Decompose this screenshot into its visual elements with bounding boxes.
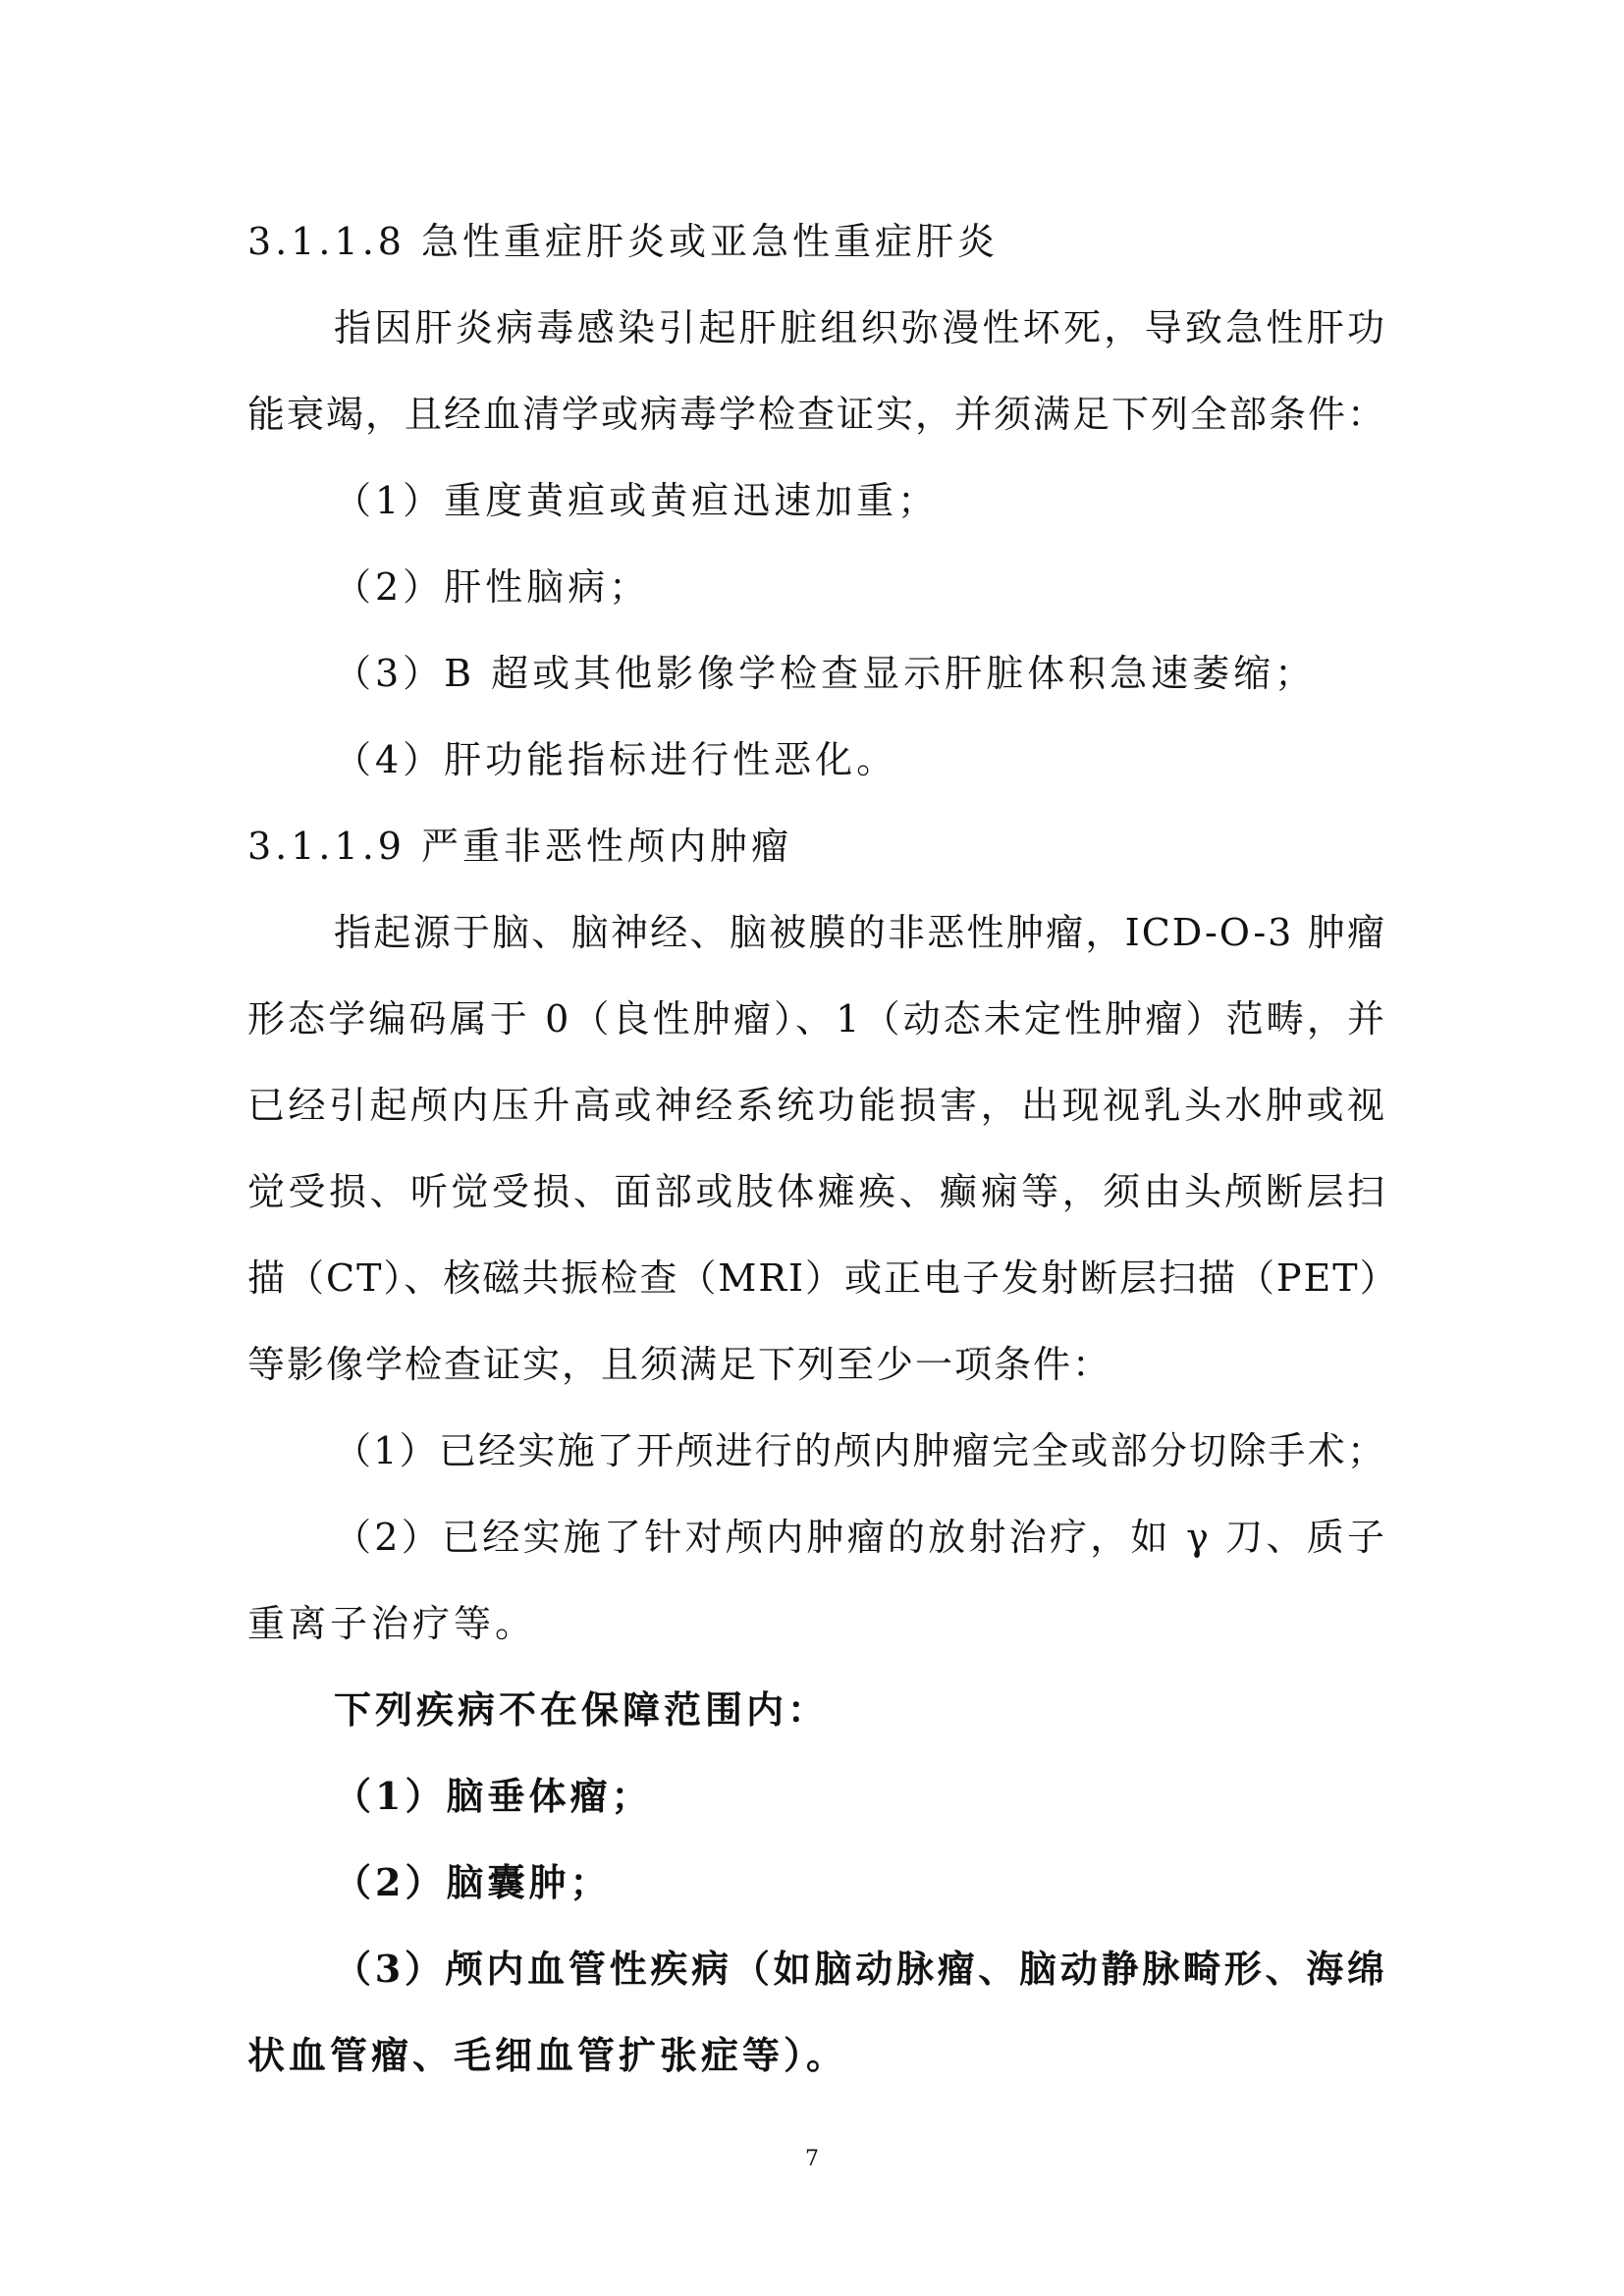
condition-item: （1）重度黄疸或黄疸迅速加重； [334, 479, 940, 522]
condition-item: （4）肝功能指标进行性恶化。 [334, 738, 898, 781]
condition-item: （1）已经实施了开颅进行的颅内肿瘤完全或部分切除手术； [334, 1429, 1386, 1472]
paragraph-line: 描（CT）、核磁共振检查（MRI）或正电子发射断层扫描（PET） [247, 1256, 1399, 1300]
condition-item: （2）肝性脑病； [334, 565, 651, 609]
paragraph-line: 指因肝炎病毒感染引起肝脏组织弥漫性坏死，导致急性肝功 [334, 306, 1386, 349]
paragraph-line: 形态学编码属于 0（良性肿瘤）、1（动态未定性肿瘤）范畴，并 [247, 997, 1386, 1041]
exclusion-item: （2）脑囊肿； [334, 1860, 612, 1904]
section-heading-3-1-1-8: 3.1.1.8 急性重症肝炎或亚急性重症肝炎 [247, 220, 1000, 263]
exclusion-item: （1）脑垂体瘤； [334, 1774, 653, 1818]
exclusion-item: （3）颅内血管性疾病（如脑动脉瘤、脑动静脉畸形、海绵 [334, 1947, 1386, 1991]
exclusion-heading: 下列疾病不在保障范围内： [334, 1687, 830, 1732]
section-heading-3-1-1-9: 3.1.1.9 严重非恶性颅内肿瘤 [247, 825, 793, 868]
paragraph-line: 能衰竭，且经血清学或病毒学检查证实，并须满足下列全部条件： [247, 393, 1387, 436]
paragraph-line: 觉受损、听觉受损、面部或肢体瘫痪、癫痫等，须由头颅断层扫 [247, 1170, 1386, 1213]
paragraph-line: 已经引起颅内压升高或神经系统功能损害，出现视乳头水肿或视 [247, 1084, 1386, 1127]
page-number: 7 [805, 2147, 819, 2171]
condition-item: （3）B 超或其他影像学检查显示肝脏体积急速萎缩； [334, 652, 1317, 695]
paragraph-line: 指起源于脑、脑神经、脑被膜的非恶性肿瘤，ICD-O-3 肿瘤 [334, 911, 1386, 954]
condition-item: （2）已经实施了针对颅内肿瘤的放射治疗，如 γ 刀、质子 [334, 1516, 1386, 1559]
exclusion-item-continuation: 状血管瘤、毛细血管扩张症等）。 [247, 2033, 848, 2077]
paragraph-line: 等影像学检查证实，且须满足下列至少一项条件： [247, 1343, 1112, 1386]
condition-item-continuation: 重离子治疗等。 [247, 1602, 537, 1645]
